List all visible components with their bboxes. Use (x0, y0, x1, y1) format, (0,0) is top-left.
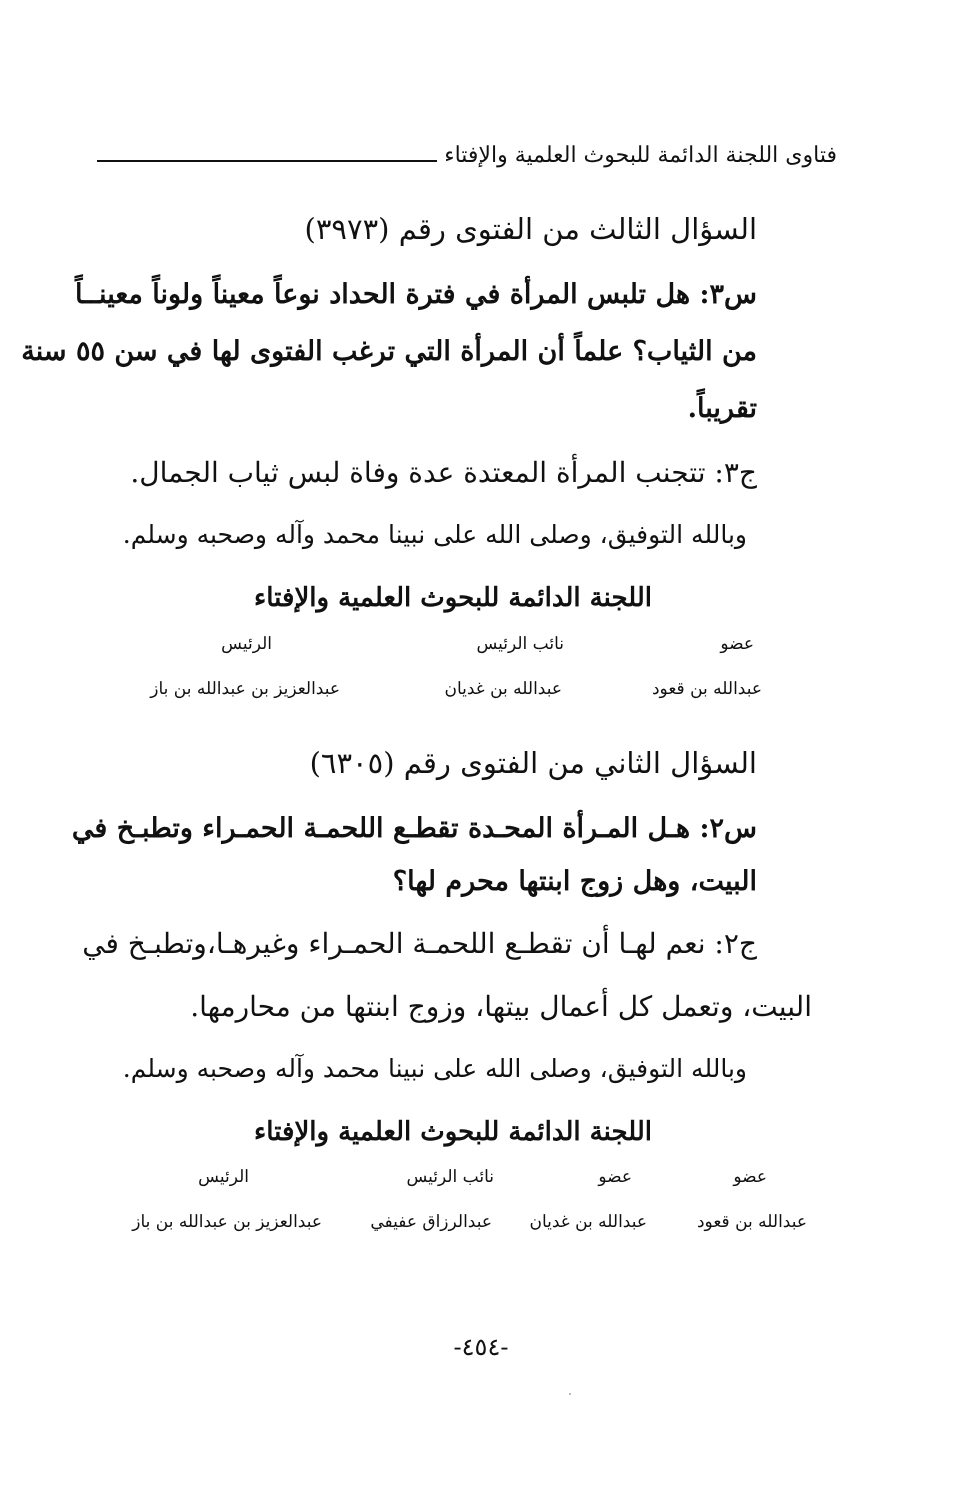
page-number: -٤٥٤- (453, 1333, 509, 1361)
fatwa-2-committee: اللجنة الدائمة للبحوث العلمية والإفتاء (254, 1117, 652, 1147)
fatwa-1-signatory-name: عبدالله بن غديان (444, 679, 562, 699)
fatwa-2-role-member: عضو (598, 1167, 632, 1187)
fatwa-2-signatory-name: عبدالرزاق عفيفي (370, 1212, 492, 1232)
fatwa-1-heading: السؤال الثالث من الفتوى رقم (٣٩٧٣) (304, 212, 757, 246)
fatwa-1-question-line-2: من الثياب؟ علماً أن المرأة التي ترغب الفتوى لها في سن ٥٥ سنة (21, 336, 757, 367)
fatwa-2-question-line-1: س٢: هـل المـرأة المحـدة تقطـع اللحمـة الحمـراء وتطبـخ في (71, 813, 757, 844)
fatwa-2-signatory-name: عبدالعزيز بن عبدالله بن باز (132, 1212, 322, 1232)
fatwa-1-closing: وبالله التوفيق، وصلى الله على نبينا محمد وآله وصحبه وسلم. (122, 520, 747, 549)
fatwa-1-committee: اللجنة الدائمة للبحوث العلمية والإفتاء (254, 583, 652, 613)
fatwa-1-signatory-name: عبدالعزيز بن عبدالله بن باز (150, 679, 340, 699)
fatwa-2-signatory-name: عبدالله بن قعود (696, 1212, 807, 1232)
fatwa-2-role-vice-president: نائب الرئيس (406, 1167, 494, 1187)
scan-speck (569, 1393, 571, 1395)
fatwa-2-role-president: الرئيس (198, 1167, 249, 1187)
fatwa-1-role-member: عضو (720, 634, 754, 654)
fatwa-1-question-line-1: س٣: هل تلبس المرأة في فترة الحداد نوعاً معيناً ولوناً معينــاً (75, 279, 757, 310)
fatwa-2-signatory-name: عبدالله بن غديان (529, 1212, 647, 1232)
fatwa-2-role-member: عضو (733, 1167, 767, 1187)
fatwa-2-question-line-2: البيت، وهل زوج ابنتها محرم لها؟ (392, 866, 757, 897)
fatwa-2-answer-line-1: ج٢: نعم لهـا أن تقطـع اللحمـة الحمـراء وغيرهـا،وتطبـخ في (82, 927, 757, 960)
fatwa-1-signatory-name: عبدالله بن قعود (651, 679, 762, 699)
fatwa-2-heading: السؤال الثاني من الفتوى رقم (٦٣٠٥) (309, 746, 757, 780)
running-header-title: فتاوى اللجنة الدائمة للبحوث العلمية والإفتاء (444, 143, 837, 168)
fatwa-2-closing: وبالله التوفيق، وصلى الله على نبينا محمد وآله وصحبه وسلم. (122, 1054, 747, 1083)
fatwa-2-answer-line-2: البيت، وتعمل كل أعمال بيتها، وزوج ابنتها من محارمها. (190, 990, 812, 1023)
fatwa-1-role-president: الرئيس (221, 634, 272, 654)
fatwa-1-role-vice-president: نائب الرئيس (476, 634, 564, 654)
fatwa-1-question-line-3: تقريباً. (687, 393, 757, 424)
header-rule (97, 160, 437, 162)
fatwa-1-answer: ج٣: تتجنب المرأة المعتدة عدة وفاة لبس ثياب الجمال. (130, 456, 757, 489)
